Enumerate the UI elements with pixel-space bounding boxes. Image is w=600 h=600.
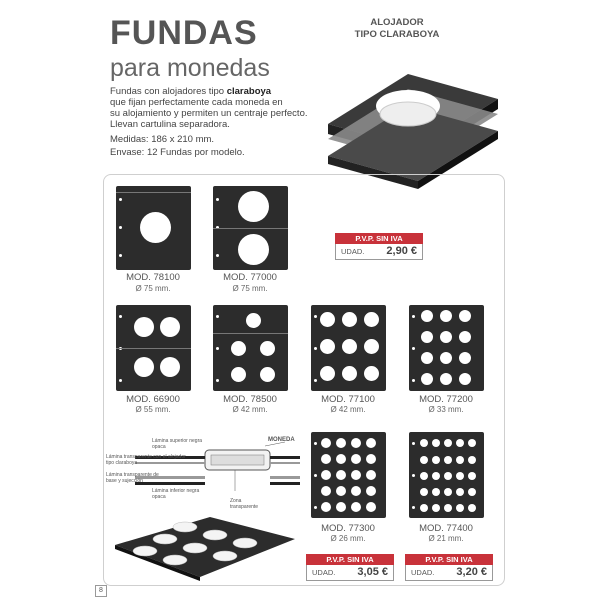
price-box-3: [405, 554, 493, 581]
price-unit: UDAD.: [341, 247, 365, 256]
model-77200: MOD. 77200: [419, 394, 473, 405]
measures-label: Medidas:: [110, 134, 149, 145]
model-77300: MOD. 77300: [321, 523, 375, 534]
desc-line3: su alojamiento y permiten un centraje perfecto.: [110, 108, 308, 119]
desc-line1: Fundas con alojadores tipo: [110, 86, 227, 97]
price-box-1: [335, 233, 423, 260]
sheet-78100: [116, 186, 191, 270]
description: [110, 86, 330, 130]
diameter-78500: Ø 42 mm.: [232, 405, 268, 414]
label-zone: Zona transparente: [230, 498, 259, 510]
alojador-line2: TIPO CLARABOYA: [354, 29, 440, 40]
price-value: 2,90 €: [386, 245, 417, 257]
model-77100: MOD. 77100: [321, 394, 375, 405]
sheet-78500: [213, 305, 288, 391]
perspective-sheet-illustration: [110, 515, 300, 583]
packaging-label: Envase:: [110, 147, 145, 158]
desc-line4: Llevan cartulina separadora.: [110, 119, 230, 130]
page-number: 8: [95, 585, 107, 597]
label-bottom-sheet: Lámina inferior negra opaca: [152, 488, 200, 500]
price-unit: UDAD.: [312, 568, 336, 577]
desc-line2: que fijan perfectamente cada moneda en: [110, 97, 283, 108]
label-coin: MONEDA: [268, 437, 295, 443]
model-77000: MOD. 77000: [223, 272, 277, 283]
model-78100: MOD. 78100: [126, 272, 180, 283]
diameter-77300: Ø 26 mm.: [330, 534, 366, 543]
label-transparent-sheet: Lámina transparente con el alojador tipo claraboya: [106, 454, 186, 466]
sheet-77000: [213, 186, 288, 270]
packaging-value: 12 Fundas por modelo.: [146, 147, 245, 158]
sheet-77300: [311, 432, 386, 518]
model-78500: MOD. 78500: [223, 394, 277, 405]
price-header: P.V.P. SIN IVA: [335, 233, 423, 244]
page-subtitle: para monedas: [110, 54, 270, 82]
diameter-66900: Ø 55 mm.: [135, 405, 171, 414]
measures-value: 186 x 210 mm.: [151, 134, 215, 145]
diameter-77000: Ø 75 mm.: [232, 284, 268, 293]
price-value: 3,20 €: [456, 566, 487, 578]
diameter-77100: Ø 42 mm.: [330, 405, 366, 414]
price-value: 3,05 €: [357, 566, 388, 578]
diameter-77400: Ø 21 mm.: [428, 534, 464, 543]
price-unit: UDAD.: [411, 568, 435, 577]
sheet-77400: [409, 432, 484, 518]
sheet-77200: [409, 305, 484, 391]
page-title: FUNDAS: [110, 14, 258, 52]
sheet-77100: [311, 305, 386, 391]
sheet-66900: [116, 305, 191, 391]
label-base-sheet: Lámina transparente de base y sujección: [106, 472, 159, 484]
packaging: [110, 147, 245, 158]
price-header: P.V.P. SIN IVA: [306, 554, 394, 565]
measures: [110, 134, 214, 145]
diameter-78100: Ø 75 mm.: [135, 284, 171, 293]
alojador-heading: [332, 17, 462, 41]
alojador-line1: ALOJADOR: [370, 17, 424, 28]
diameter-77200: Ø 33 mm.: [428, 405, 464, 414]
model-77400: MOD. 77400: [419, 523, 473, 534]
model-66900: MOD. 66900: [126, 394, 180, 405]
price-header: P.V.P. SIN IVA: [405, 554, 493, 565]
price-box-2: [306, 554, 394, 581]
desc-bold: claraboya: [226, 86, 272, 97]
label-top-sheet: Lámina superior negra opaca: [152, 438, 203, 450]
